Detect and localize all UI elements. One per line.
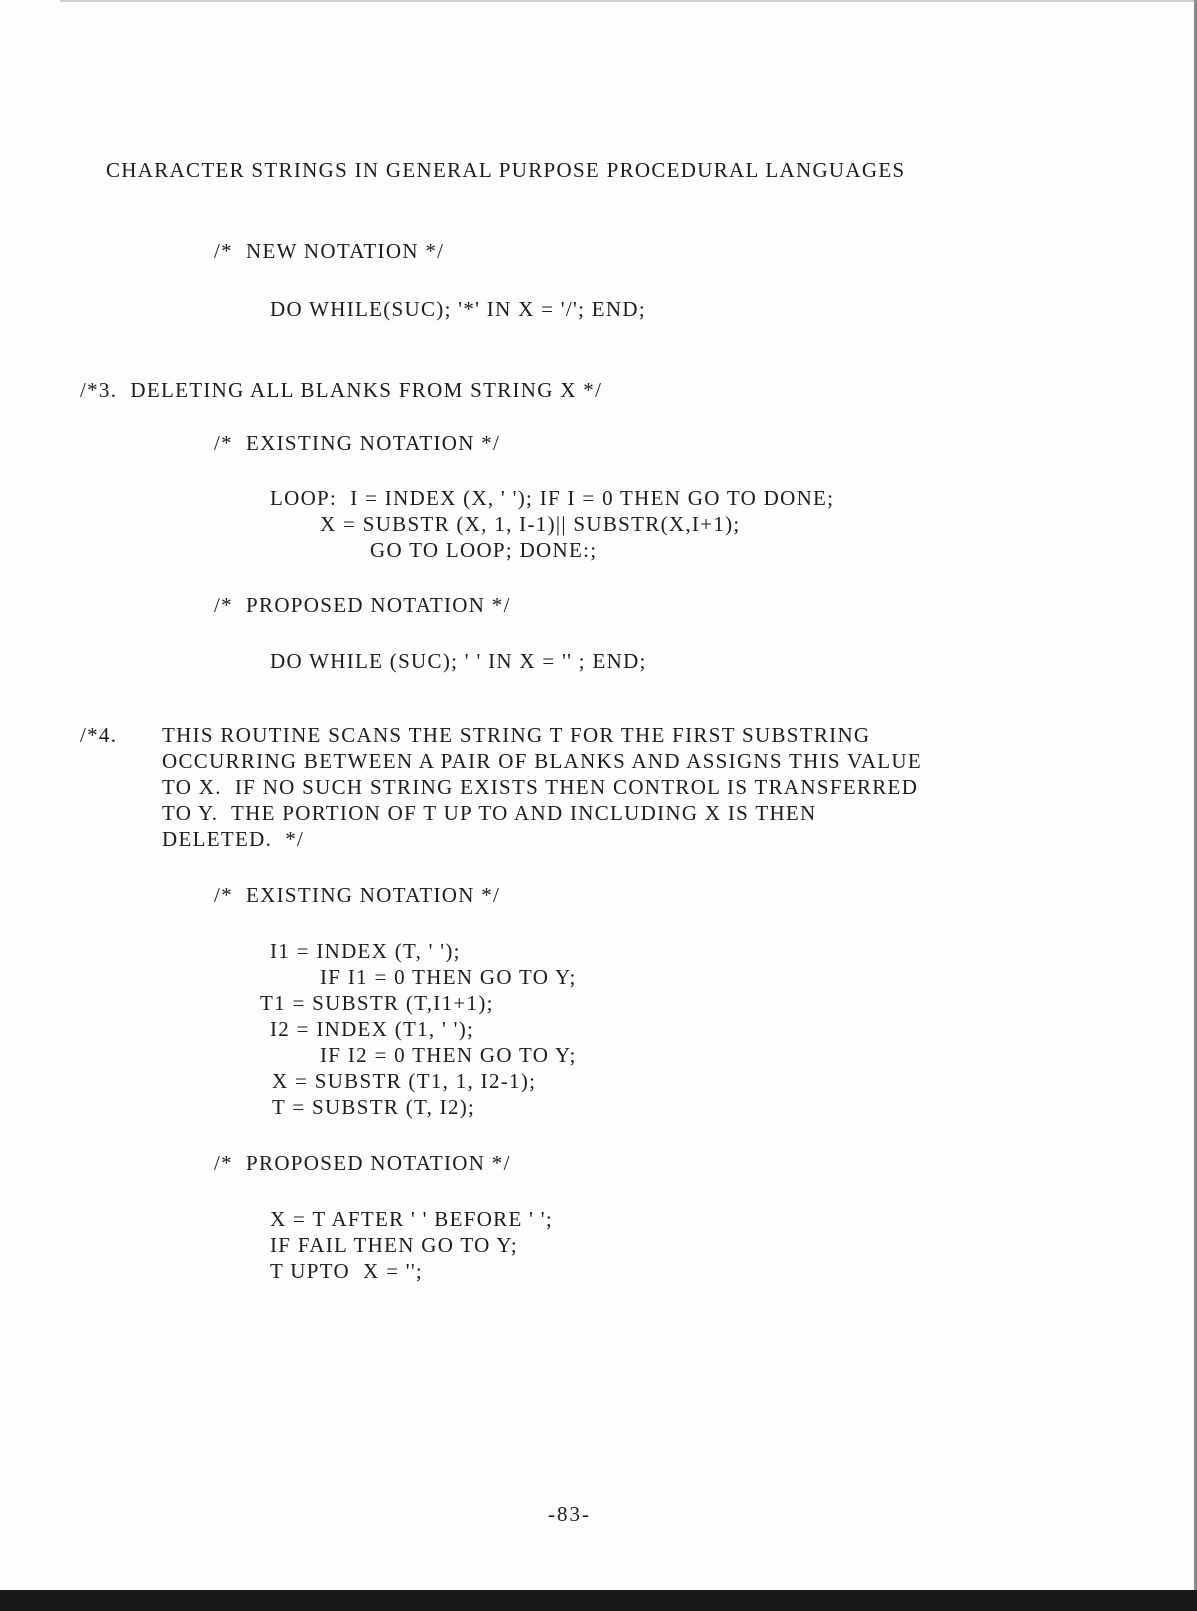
section-4-description-line: DELETED. */ <box>162 827 305 851</box>
section-4-existing-code-line: I2 = INDEX (T1, ' '); <box>270 1017 475 1041</box>
section-4-description-line: TO X. IF NO SUCH STRING EXISTS THEN CONTROL IS TRANSFERRED <box>162 775 919 799</box>
section-4-label: /*4. <box>80 723 118 747</box>
page-header: CHARACTER STRINGS IN GENERAL PURPOSE PROCEDURAL LANGUAGES <box>106 158 906 182</box>
section-3-existing-comment: /* EXISTING NOTATION */ <box>214 431 501 455</box>
section-4-description-line: OCCURRING BETWEEN A PAIR OF BLANKS AND ASSIGNS THIS VALUE <box>162 749 923 773</box>
section-4-existing-comment: /* EXISTING NOTATION */ <box>214 883 501 907</box>
top-edge-rule <box>60 0 1197 2</box>
section-4-existing-code-line: X = SUBSTR (T1, 1, I2-1); <box>272 1069 537 1093</box>
section-4-description-line: TO Y. THE PORTION OF T UP TO AND INCLUDING X IS THEN <box>162 801 817 825</box>
section-4-proposed-comment: /* PROPOSED NOTATION */ <box>214 1151 511 1175</box>
section-4-proposed-code-line: IF FAIL THEN GO TO Y; <box>270 1233 519 1257</box>
section-4-existing-code-line: T = SUBSTR (T, I2); <box>272 1095 476 1119</box>
section-4-proposed-code-line: T UPTO X = ''; <box>270 1259 424 1283</box>
section-3-proposed-code: DO WHILE (SUC); ' ' IN X = '' ; END; <box>270 649 647 673</box>
section-3-proposed-comment: /* PROPOSED NOTATION */ <box>214 593 511 617</box>
section-4-existing-code-line: T1 = SUBSTR (T,I1+1); <box>260 991 494 1015</box>
section-3-heading: /*3. DELETING ALL BLANKS FROM STRING X */ <box>80 378 603 402</box>
section-3-existing-code-line: X = SUBSTR (X, 1, I-1)|| SUBSTR(X,I+1); <box>320 512 741 536</box>
bottom-scan-band <box>0 1590 1197 1611</box>
page-number: -83- <box>548 1502 591 1526</box>
section-3-existing-code-line: GO TO LOOP; DONE:; <box>370 538 598 562</box>
new-notation-code: DO WHILE(SUC); '*' IN X = '/'; END; <box>270 297 646 321</box>
section-4-existing-code-line: IF I1 = 0 THEN GO TO Y; <box>320 965 577 989</box>
section-3-existing-code-line: LOOP: I = INDEX (X, ' '); IF I = 0 THEN GO TO DONE; <box>270 486 835 510</box>
section-4-proposed-code-line: X = T AFTER ' ' BEFORE ' '; <box>270 1207 554 1231</box>
new-notation-comment: /* NEW NOTATION */ <box>214 239 445 263</box>
section-4-existing-code-line: I1 = INDEX (T, ' '); <box>270 939 461 963</box>
section-4-existing-code-line: IF I2 = 0 THEN GO TO Y; <box>320 1043 577 1067</box>
section-4-description-line: THIS ROUTINE SCANS THE STRING T FOR THE FIRST SUBSTRING <box>162 723 871 747</box>
